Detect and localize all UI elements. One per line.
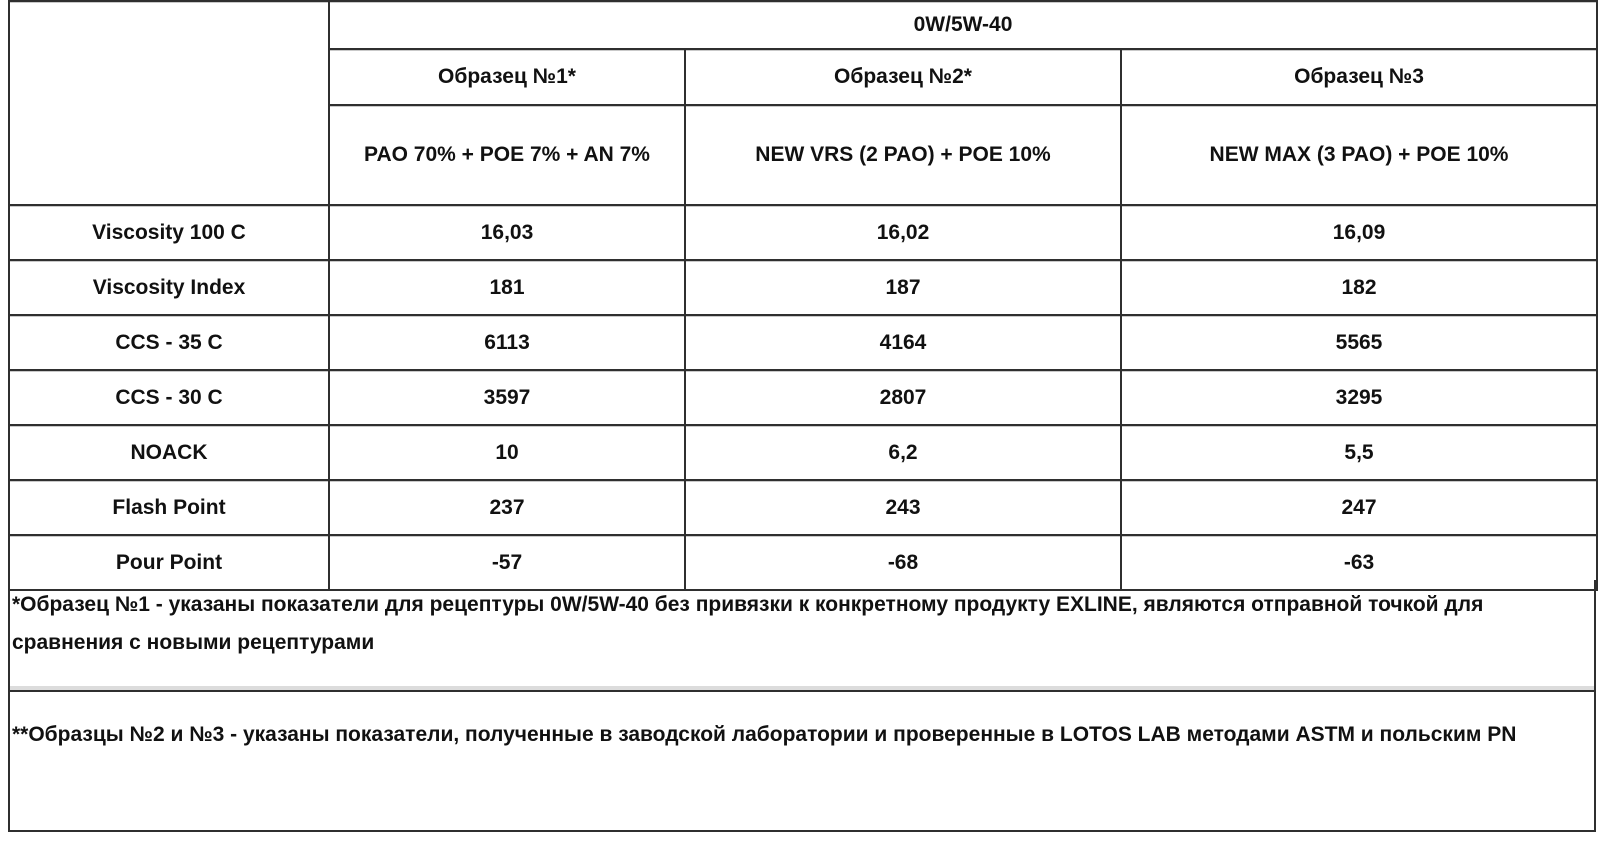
value-cell: 237 (329, 480, 685, 535)
param-label: Viscosity 100 C (9, 205, 329, 260)
sample-formula: PAO 70% + POE 7% + AN 7% (329, 105, 685, 205)
table-row (9, 205, 1597, 260)
value-cell: 182 (1121, 260, 1597, 315)
value-cell: 5565 (1121, 315, 1597, 370)
param-label: NOACK (9, 425, 329, 480)
table-row (9, 315, 1597, 370)
spec-table (8, 0, 1598, 591)
param-label: Flash Point (9, 480, 329, 535)
value-cell: 3597 (329, 370, 685, 425)
value-cell: 10 (329, 425, 685, 480)
value-cell: 187 (685, 260, 1121, 315)
value-cell: 247 (1121, 480, 1597, 535)
param-label: Pour Point (9, 535, 329, 590)
value-cell: -57 (329, 535, 685, 590)
param-label: Viscosity Index (9, 260, 329, 315)
value-cell: 5,5 (1121, 425, 1597, 480)
sample-name: Образец №3 (1121, 49, 1597, 105)
table-row (9, 480, 1597, 535)
value-cell: 16,02 (685, 205, 1121, 260)
value-cell: -68 (685, 535, 1121, 590)
table-row (9, 370, 1597, 425)
footnote-samples-2-3: **Образцы №2 и №3 - указаны показатели, полученные в заводской лаборатории и проверенные в LOTOS LAB методами ASTM и польским PN (8, 692, 1596, 832)
grade-row (9, 1, 1597, 49)
value-cell: 3295 (1121, 370, 1597, 425)
grade-header: 0W/5W-40 (329, 1, 1597, 49)
param-label: CCS - 35 C (9, 315, 329, 370)
value-cell: 6113 (329, 315, 685, 370)
value-cell: 4164 (685, 315, 1121, 370)
value-cell: 2807 (685, 370, 1121, 425)
value-cell: -63 (1121, 535, 1597, 590)
sample-name: Образец №1* (329, 49, 685, 105)
footnote-sample-1: *Образец №1 - указаны показатели для рецептуры 0W/5W-40 без привязки к конкретному продукту EXLINE, являются отправной точкой для сравнения с новыми рецептурами (8, 580, 1596, 692)
value-cell: 16,03 (329, 205, 685, 260)
value-cell: 181 (329, 260, 685, 315)
value-cell: 16,09 (1121, 205, 1597, 260)
sample-formula: NEW VRS (2 PAO) + POE 10% (685, 105, 1121, 205)
param-label: CCS - 30 C (9, 370, 329, 425)
sample-name: Образец №2* (685, 49, 1121, 105)
table-row (9, 260, 1597, 315)
value-cell: 243 (685, 480, 1121, 535)
value-cell: 6,2 (685, 425, 1121, 480)
sample-formula: NEW MAX (3 PAO) + POE 10% (1121, 105, 1597, 205)
corner-cell (9, 1, 329, 205)
table-row (9, 425, 1597, 480)
